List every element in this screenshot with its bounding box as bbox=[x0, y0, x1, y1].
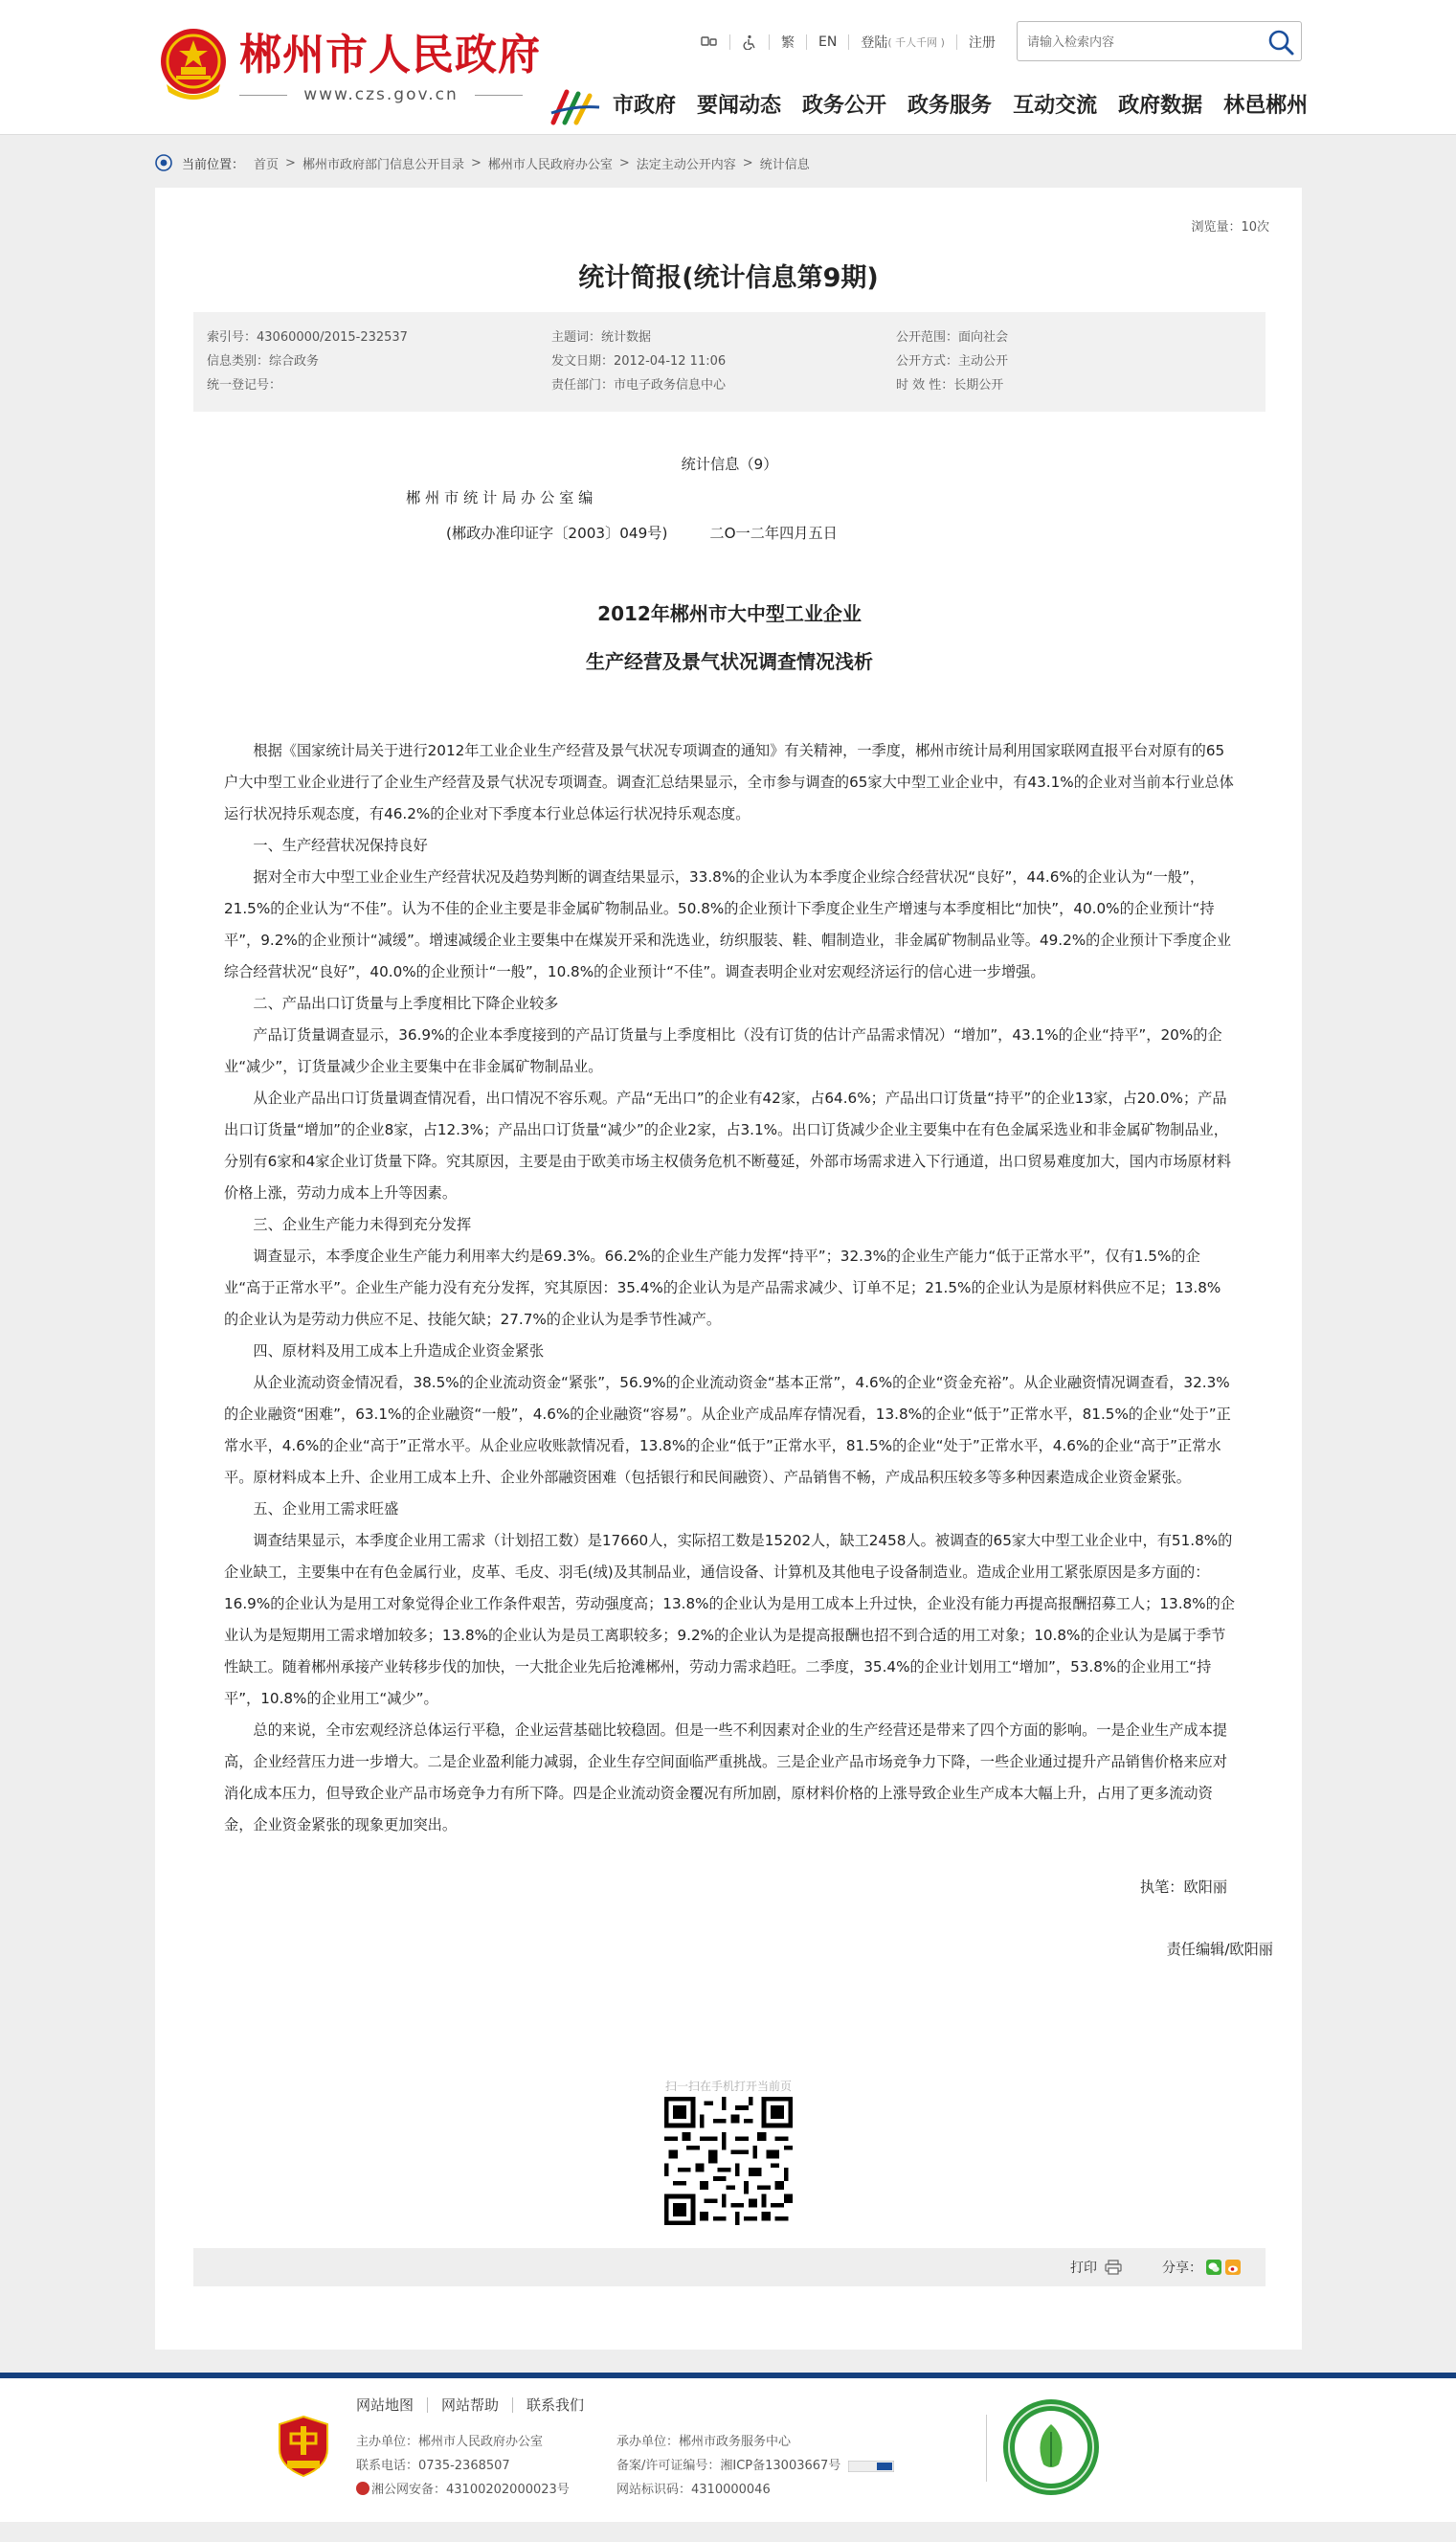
breadcrumb-catalog[interactable]: 郴州市政府部门信息公开目录 bbox=[302, 157, 464, 172]
nav-item-data[interactable]: 政府数据 bbox=[1118, 94, 1203, 118]
breadcrumb-statutory[interactable]: 法定主动公开内容 bbox=[636, 157, 736, 172]
breadcrumb-label: 当前位置： bbox=[182, 157, 245, 172]
article-heading-line2: 生产经营及景气状况调查情况浅析 bbox=[586, 650, 873, 673]
paragraph-5: 调查结果显示，本季度企业用工需求（计划招工数）是17660人，实际招工数是15202人，缺工2458人。被调查的65家大中型工业企业中，有51.8%的企业缺工，主要集中在有色金属行业，皮革、毛皮、羽毛(绒)及其制品业，通信设备、计算机及其他电子设备制造业。造成企业用工紧张原因是多方面的：16.9%的企业认为是用工对象觉得企业工作条件艰苦，劳动强度高；13.8%的企业认为是用工成本上升过快，企业没有能力再提高报酬招募工人；13.8%的企业认为是短期用工需求增加较多；13.8%的企业认为是员工离职较多；9.2%的企业认为是提高报酬也招不到合适的用工对象；10.8%的企业认为是属于季节性缺工。随着郴州承接产业转移步伐的加快，一大批企业先后抢滩郴州，劳动力需求趋旺。二季度，35.4%的企业计划用工“增加”，53.8%的企业用工“持平”，10.8%的企业用工“减少”。 bbox=[224, 1532, 1235, 1707]
footer-info bbox=[356, 2430, 894, 2502]
url-rule-left bbox=[239, 95, 287, 96]
meta-unified-no: 统一登记号： bbox=[207, 378, 282, 393]
breadcrumb-separator: > bbox=[285, 155, 296, 170]
wechat-icon[interactable] bbox=[1206, 2260, 1221, 2275]
article-meta-box bbox=[193, 312, 1266, 412]
breadcrumb-office[interactable]: 郴州市人民政府办公室 bbox=[487, 157, 613, 172]
footer-site-code: 网站标识码：4310000046 bbox=[616, 2483, 771, 2497]
site-url-block bbox=[239, 84, 523, 105]
accessibility-glasses-link[interactable] bbox=[689, 34, 730, 50]
nav-item-disclosure[interactable]: 政务公开 bbox=[802, 94, 887, 118]
article-body bbox=[224, 448, 1273, 1966]
author: 执笔：欧阳丽 bbox=[1139, 1878, 1227, 1896]
footer-row bbox=[356, 2454, 894, 2478]
search-box bbox=[1017, 21, 1302, 61]
footer-host: 主办单位：郴州市人民政府办公室 bbox=[356, 2435, 544, 2449]
police-badge-icon bbox=[356, 2482, 370, 2495]
footer-phone: 联系电话：0735-2368507 bbox=[356, 2459, 510, 2473]
english-link[interactable]: EN bbox=[807, 34, 849, 50]
cnnic-badge-icon[interactable] bbox=[848, 2461, 894, 2472]
footer-divider bbox=[986, 2415, 987, 2482]
issue-number: 统计信息（9） bbox=[681, 456, 778, 473]
breadcrumb-separator: > bbox=[618, 155, 630, 170]
meta-scope: 公开范围：面向社会 bbox=[896, 330, 1009, 345]
footer-link-help[interactable]: 网站帮助 bbox=[428, 2397, 513, 2413]
search-icon[interactable] bbox=[1266, 28, 1295, 56]
civilized-city-emblem-icon[interactable] bbox=[1001, 2397, 1101, 2497]
section-heading-4: 四、原材料及用工成本上升造成企业资金紧张 bbox=[253, 1342, 545, 1360]
meta-dept: 责任部门：市电子政务信息中心 bbox=[551, 378, 727, 393]
footer-link-contact[interactable]: 联系我们 bbox=[526, 2396, 585, 2414]
share-label: 分享： bbox=[1162, 2261, 1202, 2276]
paragraph-3: 调查显示，本季度企业生产能力利用率大约是69.3%。66.2%的企业生产能力发挥“持平”；32.3%的企业生产能力“低于正常水平”，仅有1.5%的企业“高于正常水平”。企业生产能力没有充分发挥，究其原因：35.4%的企业认为是产品需求减少、订单不足；21.5%的企业认为是原材料供应不足；13.8%的企业认为是劳动力供应不足、技能欠缺；27.7%的企业认为是季节性减产。 bbox=[224, 1248, 1221, 1328]
register-link[interactable]: 注册 bbox=[968, 35, 996, 51]
login-link[interactable] bbox=[849, 34, 957, 50]
footer-link-sitemap[interactable]: 网站地图 bbox=[356, 2397, 428, 2413]
nav-item-linyi[interactable]: 林邑郴州 bbox=[1223, 94, 1309, 118]
paragraph-intro: 根据《国家统计局关于进行2012年工业企业生产经营及景气状况专项调查的通知》有关精神，一季度，郴州市统计局利用国家联网直报平台对原有的65户大中型工业企业进行了企业生产经营及景气状况专项调查。调查汇总结果显示，全市参与调查的65家大中型工业企业中，有43.1%的企业对当前本行业总体运行状况持乐观态度，有46.2%的企业对下季度本行业总体运行状况持乐观态度。 bbox=[224, 742, 1234, 822]
permit-number: (郴政办准印证字〔2003〕049号) bbox=[446, 525, 668, 542]
nav-item-interaction[interactable]: 互动交流 bbox=[1013, 94, 1098, 118]
permit-line bbox=[224, 515, 1235, 551]
meta-col-2 bbox=[551, 326, 726, 397]
breadcrumb-current[interactable]: 统计信息 bbox=[759, 157, 810, 172]
footer-links bbox=[356, 2397, 597, 2413]
page-title: 统计简报(统计信息第9期) bbox=[578, 263, 879, 293]
view-count: 浏览量：10次 bbox=[1191, 220, 1269, 235]
meta-date: 发文日期：2012-04-12 11:06 bbox=[551, 354, 727, 369]
section-heading-2: 二、产品出口订货量与上季度相比下降企业较多 bbox=[253, 995, 559, 1012]
section-heading-1: 一、生产经营状况保持良好 bbox=[253, 837, 428, 854]
traditional-chinese-link[interactable]: 繁 bbox=[770, 34, 807, 50]
nav-item-government[interactable]: 市政府 bbox=[613, 94, 677, 118]
top-links bbox=[689, 31, 1007, 54]
footer-bottom-strip bbox=[0, 2522, 1456, 2542]
action-bar bbox=[193, 2248, 1266, 2286]
site-url: www.czs.gov.cn bbox=[303, 85, 459, 104]
printer-icon bbox=[1105, 2260, 1122, 2275]
qr-caption: 扫一扫在手机打开当前页 bbox=[664, 2080, 792, 2093]
editor-line: 郴 州 市 统 计 局 办 公 室 编 bbox=[406, 489, 594, 506]
login-label: 登陆 bbox=[861, 35, 888, 51]
meta-col-1 bbox=[207, 326, 408, 397]
nav-decoration-icon bbox=[549, 84, 601, 128]
breadcrumb-separator: > bbox=[470, 155, 482, 170]
paragraph-1: 据对全市大中型工业企业生产经营状况及趋势判断的调查结果显示，33.8%的企业认为本季度企业综合经营状况“良好”，44.6%的企业认为“一般”，21.5%的企业认为“不佳”。认为不佳的企业主要是非金属矿物制品业。50.8%的企业预计下季度企业生产增速与本季度相比“加快”，40.0%的企业预计“持平”，9.2%的企业预计“减缓”。增速减缓企业主要集中在煤炭开采和洗选业，纺织服装、鞋、帽制造业，非金属矿物制品业等。49.2%的企业预计下季度企业综合经营状况“良好”，40.0%的企业预计“一般”，10.8%的企业预计“不佳”。调查表明企业对宏观经济运行的信心进一步增强。 bbox=[224, 868, 1232, 980]
article-heading-line1: 2012年郴州市大中型工业企业 bbox=[597, 602, 862, 625]
footer-icp[interactable]: 备案/许可证编号：湘ICP备13003667号 bbox=[616, 2459, 841, 2473]
meta-validity: 时 效 性：长期公开 bbox=[896, 378, 1004, 393]
main-nav bbox=[613, 88, 1329, 124]
meta-col-3 bbox=[896, 326, 1008, 397]
footer-police-text: 湘公网安备：43100202000023号 bbox=[371, 2483, 570, 2497]
breadcrumb-home[interactable]: 首页 bbox=[254, 157, 280, 172]
nav-item-news[interactable]: 要闻动态 bbox=[697, 94, 782, 118]
paragraph-conclusion: 总的来说，全市宏观经济总体运行平稳，企业运营基础比较稳固。但是一些不利因素对企业的生产经营还是带来了四个方面的影响。一是企业生产成本提高，企业经营压力进一步增大。二是企业盈利能力减弱，企业生存空间面临严重挑战。三是企业产品市场竞争力下降，一些企业通过提升产品销售价格来应对消化成本压力，但导致企业产品市场竞争力有所下降。四是企业流动资金覆况有所加剧，原材料价格的上涨导致企业生产成本大幅上升，占用了更多流动资金，企业资金紧张的现象更加突出。 bbox=[224, 1721, 1227, 1833]
print-label: 打印 bbox=[1070, 2261, 1097, 2276]
footer-undertaker: 承办单位：郴州市政务服务中心 bbox=[616, 2435, 792, 2449]
meta-method: 公开方式：主动公开 bbox=[896, 354, 1009, 369]
section-heading-5: 五、企业用工需求旺盛 bbox=[253, 1500, 399, 1518]
wheelchair-icon bbox=[742, 34, 757, 50]
site-header bbox=[0, 0, 1456, 135]
footer-police-record[interactable] bbox=[356, 2478, 616, 2502]
paragraph-2a: 产品订货量调查显示，36.9%的企业本季度接到的产品订货量与上季度相比（没有订货的估计产品需求情况）“增加”，43.1%的企业“持平”，20%的企业“减少”，订货量减少企业主要集中在非金属矿物制品业。 bbox=[224, 1026, 1222, 1075]
national-emblem-icon[interactable] bbox=[155, 25, 232, 105]
site-footer bbox=[0, 2378, 1456, 2522]
search-input[interactable] bbox=[1027, 32, 1257, 53]
glasses-icon bbox=[701, 35, 718, 49]
breadcrumb bbox=[155, 153, 810, 172]
footer-row bbox=[356, 2430, 894, 2454]
footer-row bbox=[356, 2478, 894, 2502]
section-heading-3: 三、企业生产能力未得到充分发挥 bbox=[253, 1216, 472, 1233]
nav-item-services[interactable]: 政务服务 bbox=[907, 94, 993, 118]
accessibility-mode-link[interactable] bbox=[730, 34, 770, 50]
weibo-icon[interactable] bbox=[1225, 2260, 1241, 2275]
share-block bbox=[1162, 2258, 1241, 2277]
meta-category: 信息类别：综合政务 bbox=[207, 354, 320, 369]
meta-topic: 主题词：统计数据 bbox=[551, 330, 652, 345]
meta-index-no: 索引号：43060000/2015-232537 bbox=[207, 330, 408, 345]
login-note: ( 千人千网 ) bbox=[887, 36, 945, 49]
site-name[interactable]: 郴州市人民政府 bbox=[239, 31, 541, 79]
party-government-badge-icon[interactable] bbox=[278, 2415, 329, 2478]
paragraph-2b: 从企业产品出口订货量调查情况看，出口情况不容乐观。产品“无出口”的企业有42家，占64.6%；产品出口订货量“持平”的企业13家，占20.0%；产品出口订货量“增加”的企业8家，占12.3%；产品出口订货量“减少”的企业2家，占3.1%。出口订货减少企业主要集中在有色金属采选业和非金属矿物制品业，分别有6家和4家企业订货量下降。究其原因，主要是由于欧美市场主权债务危机不断蔓延，外部市场需求进入下行通道，出口贸易难度加大，国内市场原材料价格上涨，劳动力成本上升等因素。 bbox=[224, 1090, 1232, 1202]
location-pin-icon bbox=[155, 154, 172, 171]
responsible-editor: 责任编辑/欧阳丽 bbox=[1166, 1941, 1273, 1958]
article-panel bbox=[155, 188, 1302, 2350]
breadcrumb-separator: > bbox=[742, 155, 753, 170]
print-button[interactable] bbox=[1070, 2258, 1122, 2277]
qr-code-icon bbox=[664, 2097, 793, 2225]
publish-date: 二O一二年四月五日 bbox=[709, 525, 838, 542]
paragraph-4: 从企业流动资金情况看，38.5%的企业流动资金“紧张”，56.9%的企业流动资金“基本正常”，4.6%的企业“资金充裕”。从企业融资情况调查看，32.3%的企业融资“困难”，63.1%的企业融资“一般”，4.6%的企业融资“容易”。从企业产成品库存情况看，13.8%的企业“低于”正常水平，81.5%的企业“处于”正常水平，4.6%的企业“高于”正常水平。从企业应收账款情况看，13.8%的企业“低于”正常水平，81.5%的企业“处于”正常水平，4.6%的企业“高于”正常水平。原材料成本上升、企业用工成本上升、企业外部融资困难（包括银行和民间融资）、产品销售不畅，产成品积压较多等多种因素造成企业资金紧张。 bbox=[224, 1374, 1231, 1486]
url-rule-right bbox=[475, 95, 523, 96]
